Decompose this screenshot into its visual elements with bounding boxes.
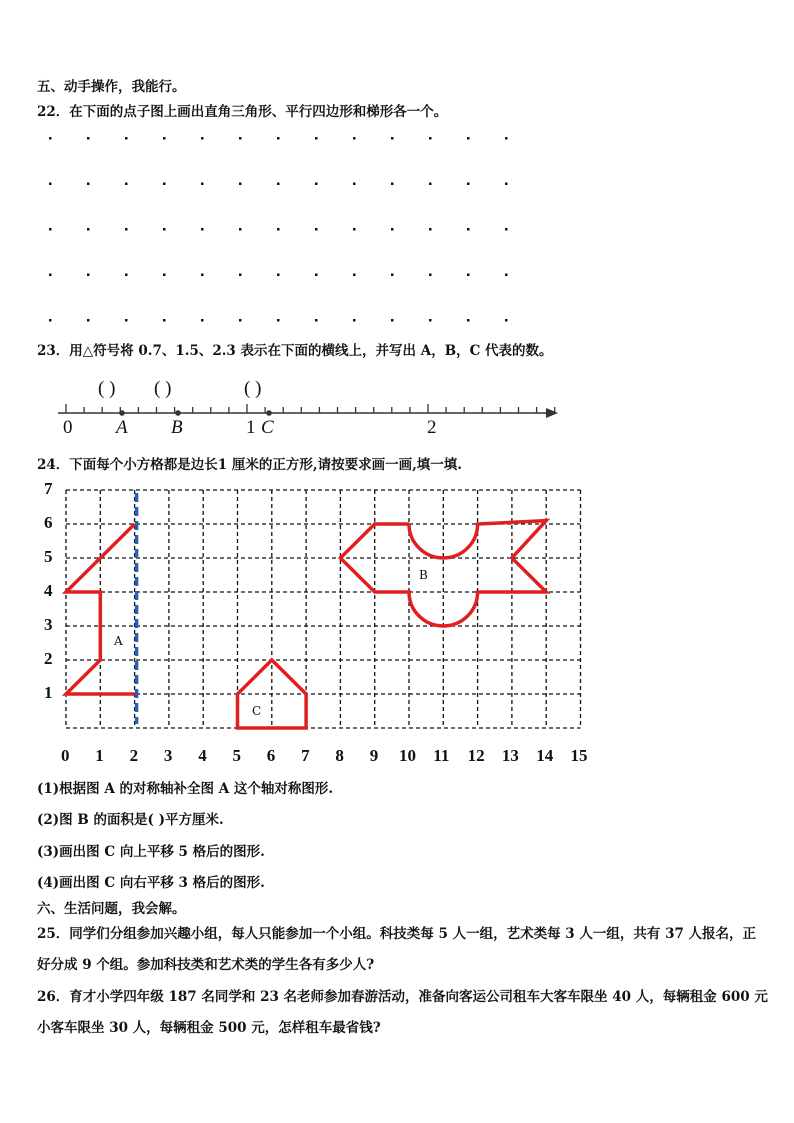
shape-c-label: C <box>252 704 262 718</box>
x-axis-label: 11 <box>433 746 450 765</box>
shape-a-label: A <box>114 634 123 648</box>
question-26-line2: 小客车限坐 30 人，每辆租金 500 元，怎样租车最省钱? <box>37 1020 381 1036</box>
x-axis-label: 12 <box>467 746 485 765</box>
y-axis-label: 5 <box>44 547 53 566</box>
x-axis-label: 13 <box>501 746 519 765</box>
x-axis-label: 4 <box>198 746 207 765</box>
question-26-line1: 26．育才小学四年级 187 名同学和 23 名老师参加春游活动，准备向客运公司租车大客车限坐 40 人，每辆租金 600 元 <box>37 989 768 1005</box>
x-axis-label: 15 <box>570 746 588 765</box>
label-zero: 0 <box>63 417 73 438</box>
x-axis-label: 9 <box>369 746 379 765</box>
question-25-line1: 25．同学们分组参加兴趣小组，每人只能参加一个小组。科技类每 5 人一组，艺术类每 3 人一组，共有 37 人报名，正 <box>37 926 757 942</box>
q24-sub4: (4)画出图 C 向右平移 3 格后的图形. <box>37 875 265 891</box>
label-c: C <box>261 417 274 438</box>
shape-b-label: B <box>419 568 428 582</box>
label-b: B <box>171 417 183 438</box>
y-axis-label: 6 <box>44 513 53 532</box>
blank-c[interactable]: ( ) <box>244 378 262 399</box>
question-24-text: 24．下面每个小方格都是边长1 厘米的正方形,请按要求画一画,填一填. <box>37 457 462 473</box>
label-two: 2 <box>427 417 437 438</box>
x-axis-label: 8 <box>335 746 344 765</box>
section-heading-5: 五、动手操作，我能行。 <box>37 79 186 95</box>
section-heading-6: 六、生活问题，我会解。 <box>37 901 186 917</box>
y-axis-label: 4 <box>44 581 53 600</box>
q24-sub1: (1)根据图 A 的对称轴补全图 A 这个轴对称图形. <box>37 781 334 797</box>
label-one: 1 <box>246 417 256 438</box>
x-axis-label: 14 <box>536 746 554 765</box>
blank-a[interactable]: ( ) <box>98 378 116 399</box>
blank-b[interactable]: ( ) <box>154 378 172 399</box>
x-axis-label: 1 <box>95 746 104 765</box>
label-a: A <box>116 417 128 438</box>
x-axis-label: 6 <box>266 746 276 765</box>
x-axis-label: 3 <box>163 746 173 765</box>
y-axis-label: 7 <box>44 479 53 498</box>
q24-sub2: (2)图 B 的面积是( )平方厘米. <box>37 812 224 828</box>
y-axis-label: 1 <box>44 683 53 702</box>
x-axis-label: 10 <box>399 746 416 765</box>
x-axis-label: 0 <box>61 746 70 765</box>
x-axis-label: 2 <box>129 746 139 765</box>
x-axis-label: 7 <box>301 746 310 765</box>
y-axis-label: 2 <box>44 649 53 668</box>
y-axis-label: 3 <box>44 615 53 634</box>
question-25-line2: 好分成 9 个组。参加科技类和艺术类的学生各有多少人? <box>37 957 375 973</box>
question-23-text: 23．用△符号将 0.7、1.5、2.3 表示在下面的横线上，并写出 A，B，C 代表的数。 <box>37 343 553 359</box>
x-axis-label: 5 <box>232 746 241 765</box>
question-22-text: 22．在下面的点子图上画出直角三角形、平行四边形和梯形各一个。 <box>37 104 448 120</box>
q24-sub3: (3)画出图 C 向上平移 5 格后的图形. <box>37 844 265 860</box>
